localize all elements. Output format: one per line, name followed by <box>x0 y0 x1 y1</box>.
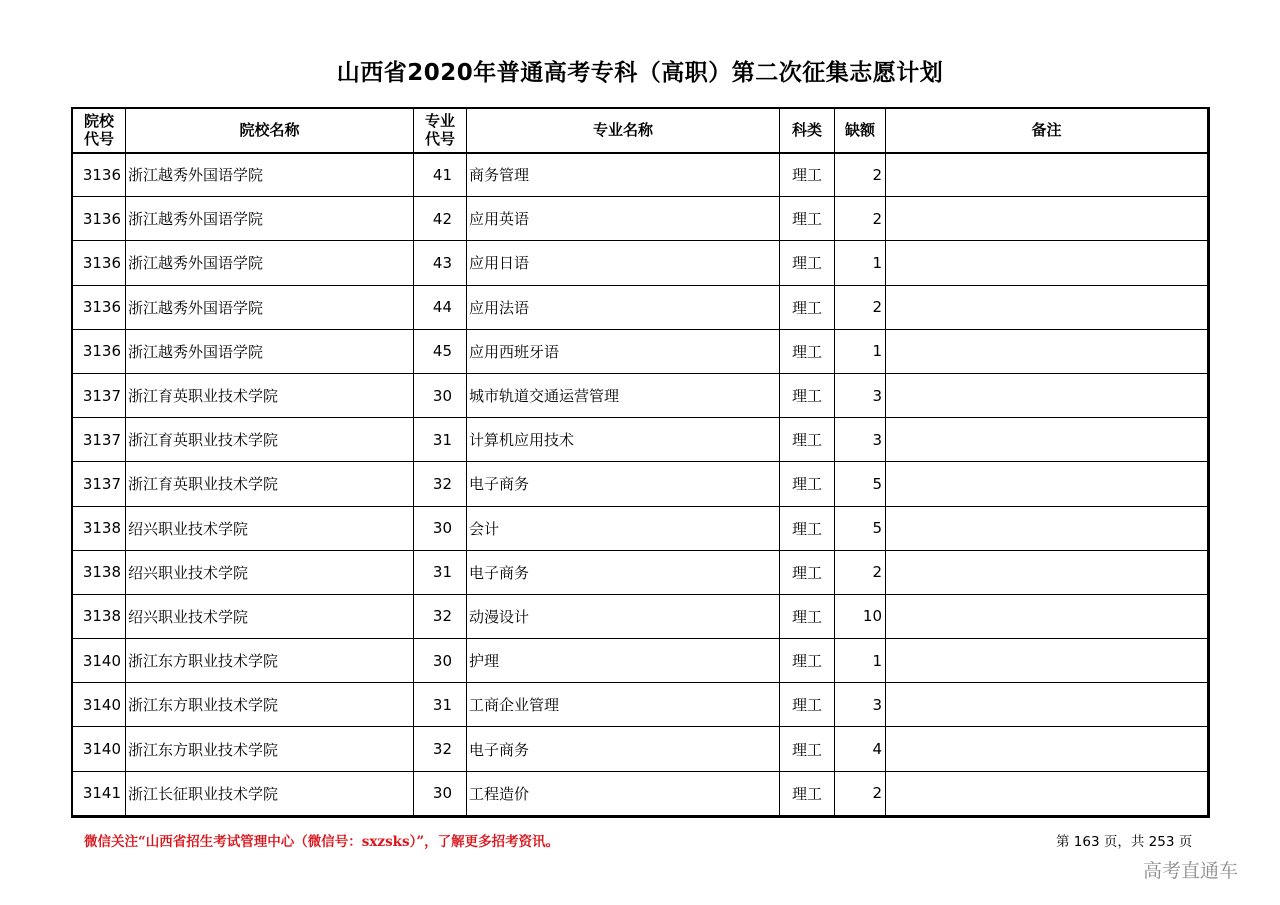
header-major-code <box>414 109 467 153</box>
cell-quota: 1 <box>835 241 886 285</box>
table-row <box>73 373 1208 417</box>
cell-major-code: 32 <box>414 594 467 638</box>
table-row <box>73 329 1208 373</box>
cell-note <box>886 285 1208 329</box>
cell-note <box>886 506 1208 550</box>
wechat-notice: 微信关注“山西省招生考试管理中心（微信号：sxzsks）”，了解更多招考资讯。 <box>84 834 560 850</box>
cell-school-name: 浙江长征职业技术学院 <box>126 771 414 815</box>
cell-major-code: 30 <box>414 639 467 683</box>
table-row <box>73 683 1208 727</box>
cell-school-code: 3136 <box>73 329 126 373</box>
cell-school-name: 浙江越秀外国语学院 <box>126 285 414 329</box>
cell-major-code: 30 <box>414 506 467 550</box>
cell-category: 理工 <box>780 683 835 727</box>
cell-quota: 4 <box>835 727 886 771</box>
cell-category: 理工 <box>780 329 835 373</box>
header-major-code-line1: 专业 <box>424 112 455 131</box>
cell-quota: 2 <box>835 771 886 815</box>
header-school-code-line2: 代号 <box>83 130 114 149</box>
table-row <box>73 506 1208 550</box>
cell-school-code: 3140 <box>73 727 126 771</box>
cell-school-name: 浙江东方职业技术学院 <box>126 639 414 683</box>
cell-school-code: 3137 <box>73 418 126 462</box>
cell-category: 理工 <box>780 197 835 241</box>
cell-quota: 3 <box>835 683 886 727</box>
cell-category: 理工 <box>780 241 835 285</box>
cell-quota: 2 <box>835 550 886 594</box>
cell-major-code: 43 <box>414 241 467 285</box>
table-row <box>73 594 1208 638</box>
table-row <box>73 418 1208 462</box>
cell-school-code: 3136 <box>73 153 126 197</box>
cell-school-code: 3140 <box>73 683 126 727</box>
cell-major-code: 30 <box>414 373 467 417</box>
cell-major-name: 应用英语 <box>467 197 780 241</box>
cell-category: 理工 <box>780 550 835 594</box>
cell-quota: 10 <box>835 594 886 638</box>
cell-note <box>886 639 1208 683</box>
cell-school-code: 3138 <box>73 594 126 638</box>
table-row <box>73 197 1208 241</box>
cell-note <box>886 197 1208 241</box>
header-note: 备注 <box>886 109 1208 153</box>
cell-major-code: 32 <box>414 727 467 771</box>
cell-quota: 2 <box>835 197 886 241</box>
cell-school-code: 3136 <box>73 241 126 285</box>
cell-note <box>886 329 1208 373</box>
cell-major-code: 42 <box>414 197 467 241</box>
cell-major-code: 32 <box>414 462 467 506</box>
page-number: 第 163 页，共 253 页 <box>1056 834 1193 850</box>
header-quota: 缺额 <box>835 109 886 153</box>
cell-major-name: 城市轨道交通运营管理 <box>467 373 780 417</box>
cell-major-code: 45 <box>414 329 467 373</box>
cell-note <box>886 153 1208 197</box>
cell-school-name: 浙江东方职业技术学院 <box>126 683 414 727</box>
cell-category: 理工 <box>780 153 835 197</box>
cell-major-code: 41 <box>414 153 467 197</box>
cell-school-name: 浙江育英职业技术学院 <box>126 373 414 417</box>
cell-quota: 3 <box>835 418 886 462</box>
cell-school-name: 浙江育英职业技术学院 <box>126 462 414 506</box>
cell-quota: 2 <box>835 153 886 197</box>
table-body <box>73 153 1208 816</box>
cell-school-name: 浙江东方职业技术学院 <box>126 727 414 771</box>
cell-major-name: 应用日语 <box>467 241 780 285</box>
cell-note <box>886 683 1208 727</box>
cell-note <box>886 727 1208 771</box>
cell-category: 理工 <box>780 462 835 506</box>
table-header-row <box>73 109 1208 153</box>
cell-major-name: 电子商务 <box>467 727 780 771</box>
cell-school-code: 3137 <box>73 462 126 506</box>
cell-note <box>886 462 1208 506</box>
cell-school-code: 3140 <box>73 639 126 683</box>
table-row <box>73 462 1208 506</box>
cell-school-code: 3136 <box>73 197 126 241</box>
cell-quota: 5 <box>835 462 886 506</box>
table-row <box>73 285 1208 329</box>
cell-school-name: 浙江育英职业技术学院 <box>126 418 414 462</box>
cell-category: 理工 <box>780 771 835 815</box>
header-category: 科类 <box>780 109 835 153</box>
cell-note <box>886 241 1208 285</box>
cell-major-name: 电子商务 <box>467 462 780 506</box>
cell-major-name: 工商企业管理 <box>467 683 780 727</box>
cell-note <box>886 594 1208 638</box>
cell-major-name: 电子商务 <box>467 550 780 594</box>
cell-school-code: 3136 <box>73 285 126 329</box>
cell-major-code: 30 <box>414 771 467 815</box>
cell-major-code: 31 <box>414 418 467 462</box>
cell-category: 理工 <box>780 639 835 683</box>
cell-quota: 2 <box>835 285 886 329</box>
cell-school-name: 绍兴职业技术学院 <box>126 506 414 550</box>
cell-major-code: 31 <box>414 550 467 594</box>
cell-school-name: 绍兴职业技术学院 <box>126 594 414 638</box>
cell-major-name: 应用西班牙语 <box>467 329 780 373</box>
cell-school-name: 浙江越秀外国语学院 <box>126 197 414 241</box>
table-row <box>73 639 1208 683</box>
table-row <box>73 550 1208 594</box>
cell-quota: 1 <box>835 329 886 373</box>
cell-school-name: 浙江越秀外国语学院 <box>126 241 414 285</box>
header-school-code <box>73 109 126 153</box>
header-school-code-line1: 院校 <box>83 112 114 131</box>
header-major-code-line2: 代号 <box>424 130 455 149</box>
table-row <box>73 241 1208 285</box>
cell-major-code: 31 <box>414 683 467 727</box>
cell-major-name: 计算机应用技术 <box>467 418 780 462</box>
cell-major-name: 会计 <box>467 506 780 550</box>
cell-category: 理工 <box>780 285 835 329</box>
cell-major-name: 护理 <box>467 639 780 683</box>
cell-note <box>886 771 1208 815</box>
table-row <box>73 153 1208 197</box>
cell-school-code: 3137 <box>73 373 126 417</box>
cell-quota: 5 <box>835 506 886 550</box>
cell-school-code: 3138 <box>73 550 126 594</box>
page-title: 山西省2020年普通高考专科（高职）第二次征集志愿计划 <box>336 60 944 86</box>
cell-category: 理工 <box>780 418 835 462</box>
cell-category: 理工 <box>780 727 835 771</box>
watermark: 高考直通车 <box>1143 860 1239 882</box>
cell-school-name: 绍兴职业技术学院 <box>126 550 414 594</box>
cell-school-name: 浙江越秀外国语学院 <box>126 329 414 373</box>
cell-note <box>886 418 1208 462</box>
cell-major-name: 应用法语 <box>467 285 780 329</box>
cell-note <box>886 373 1208 417</box>
cell-category: 理工 <box>780 373 835 417</box>
cell-school-name: 浙江越秀外国语学院 <box>126 153 414 197</box>
cell-major-name: 商务管理 <box>467 153 780 197</box>
table-row <box>73 727 1208 771</box>
cell-note <box>886 550 1208 594</box>
table-row <box>73 771 1208 815</box>
cell-school-code: 3141 <box>73 771 126 815</box>
cell-major-name: 工程造价 <box>467 771 780 815</box>
enrollment-plan-table <box>72 108 1208 816</box>
header-school-name: 院校名称 <box>126 109 414 153</box>
cell-quota: 1 <box>835 639 886 683</box>
cell-category: 理工 <box>780 506 835 550</box>
cell-major-code: 44 <box>414 285 467 329</box>
cell-major-name: 动漫设计 <box>467 594 780 638</box>
cell-school-code: 3138 <box>73 506 126 550</box>
header-major-name: 专业名称 <box>467 109 780 153</box>
cell-category: 理工 <box>780 594 835 638</box>
cell-quota: 3 <box>835 373 886 417</box>
